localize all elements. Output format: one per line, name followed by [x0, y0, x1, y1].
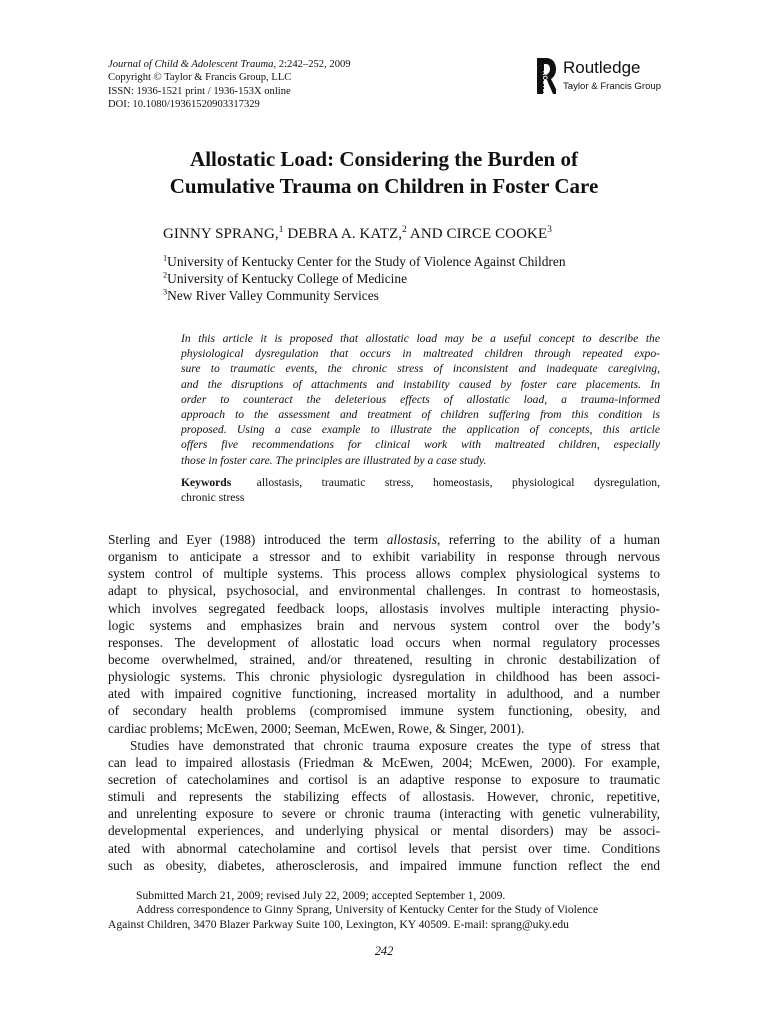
body-line: cardiac problems; McEwen, 2000; Seeman, McEwen, Rowe, & Singer, 2001). [108, 720, 525, 736]
title-line-2: Cumulative Trauma on Children in Foster Care [169, 174, 599, 198]
title-line-1: Allostatic Load: Considering the Burden of [190, 147, 578, 171]
abstract-line: proposed. Using a case example to illustrate the application of concepts, this article [181, 423, 660, 437]
abstract-line: approach to the assessment and treatment of children suffering from this condition is [181, 407, 660, 421]
article-title [108, 146, 660, 200]
journal-name: Journal of Child & Adolescent Trauma [108, 59, 274, 70]
copyright-line: Copyright © Taylor & Francis Group, LLC [108, 72, 292, 84]
body-line: which involves segregated feedback loops, allostasis involves multiple interacting physio- [108, 600, 660, 616]
author-list [163, 226, 552, 243]
publisher-name: Routledge [563, 58, 641, 77]
body-line: responses. The development of allostatic load occurs when normal regulatory processes [108, 634, 660, 650]
author-separator: AND [406, 226, 447, 242]
body-line: system control of multiple systems. This process allows complex physiological systems to [108, 566, 660, 582]
affiliation-text: University of Kentucky Center for the Study of Violence Against Children [167, 254, 566, 269]
abstract-line: sure to traumatic events, the chronic stress of inconsistent and inadequate caregiving, [181, 362, 660, 376]
affiliation [163, 253, 566, 270]
body-line: physiologic systems. This chronic physiologic dysregulation in childhood has been associ- [108, 669, 660, 685]
doi-line: DOI: 10.1080/19361520903317329 [108, 99, 260, 111]
publisher-group: Taylor & Francis Group [563, 81, 662, 92]
body-emphasis: allostasis [386, 532, 437, 547]
keywords-label: Keywords [181, 476, 232, 489]
keywords [181, 475, 660, 505]
page-number: 242 [374, 944, 394, 958]
abstract-line: In this article it is proposed that allostatic load may be a useful concept to describe the [181, 332, 660, 345]
body-line: ated with impaired cognitive functioning, increased mortality in adulthood, and a number [108, 686, 660, 702]
author-name: GINNY SPRANG, [163, 226, 279, 242]
keywords-line-1 [181, 475, 660, 490]
journal-citation [108, 58, 351, 71]
body-line: secretion of catecholamines and cortisol is an adaptive response to exposure to traumatic [108, 771, 660, 787]
affiliation-marker: 1 [163, 253, 168, 263]
body-line: of secondary health problems (compromised immune system functioning, obesity, and [108, 703, 660, 719]
body-line: logic systems and emphasizes brain and nervous system control over the body’s [108, 617, 660, 633]
body-line: stimuli and represents the stabilizing effects of allostasis. However, chronic, repetitive, [108, 789, 660, 805]
journal-volume: , 2:242–252, 2009 [273, 59, 351, 70]
publisher-logo [535, 56, 662, 111]
abstract-line: offers five recommendations for clinical work with maltreated children, especially [181, 438, 660, 452]
body-line: ated with abnormal catecholamine and cortisol levels that persist over time. Conditions [108, 840, 660, 856]
author-affil-marker: 3 [547, 225, 552, 235]
body-line: such as obesity, diabetes, atherosclerosis, and impaired immune function reflect the end [108, 857, 660, 873]
author-affil-marker: 1 [278, 225, 284, 235]
footnote-line: Address correspondence to Ginny Sprang, University of Kentucky Center for the Study of Violence [136, 903, 599, 917]
submission-footnote [108, 889, 660, 932]
body-line [108, 531, 660, 548]
body-line: developmental experiences, and underlying physical or mental disorders) may be associ- [108, 823, 660, 839]
abstract-line: and the disruptions of attachments and instability caused by foster care placements. In [181, 377, 660, 391]
footnote-address: Against Children, 3470 Blazer Parkway Suite 100, Lexington, KY 40509. E-mail: sprang@uky.edu [108, 917, 569, 931]
footnote-line [108, 918, 660, 932]
affiliation-marker: 2 [163, 270, 168, 280]
issn-line: ISSN: 1936-1521 print / 1936-153X online [108, 85, 291, 97]
body-line: adapt to physical, psychosocial, and environmental challenges. In contrast to homeostasis, [108, 583, 660, 599]
abstract-line: those in foster care. The principles are illustrated by a case study. [181, 453, 487, 467]
abstract-line: order to counteract the deleterious effects of allostatic load, a trauma-informed [181, 392, 660, 406]
affiliation-list [163, 253, 566, 304]
body-text [108, 531, 660, 874]
affiliation-marker: 3 [163, 287, 168, 297]
keywords-line-2: chronic stress [181, 491, 245, 505]
author-affil-marker: 2 [402, 225, 407, 235]
author-name: DEBRA A. KATZ, [287, 226, 403, 242]
affiliation [163, 287, 566, 304]
routledge-vertical-text: ROUTLEDGE [541, 71, 547, 111]
affiliation [163, 270, 566, 287]
keywords-text: allostasis, traumatic stress, homeostasis, physiological dysregulation, [256, 476, 661, 489]
body-line: Studies have demonstrated that chronic trauma exposure creates the type of stress that [130, 737, 660, 753]
footnote-line: Submitted March 21, 2009; revised July 22, 2009; accepted September 1, 2009. [136, 889, 506, 902]
body-line: and unrelenting exposure to severe or chronic trauma (interacting with genetic vulnerability, [108, 806, 660, 822]
affiliation-text: New River Valley Community Services [167, 288, 379, 303]
body-text-run: , referring to the ability of a human [437, 532, 660, 547]
body-line: organism to anticipate a stressor and to exhibit variability in response through nervous [108, 549, 660, 565]
affiliation-text: University of Kentucky College of Medicine [167, 271, 408, 286]
abstract [181, 331, 660, 468]
author-name: CIRCE COOKE [446, 226, 548, 242]
body-text-run: Sterling and Eyer (1988) introduced the term [108, 532, 387, 547]
body-line: can lead to impaired allostasis (Friedman & McEwen, 2004; McEwen, 2000). For example, [108, 754, 660, 770]
journal-meta [108, 58, 351, 112]
abstract-line: physiological dysregulation that occurs in maltreated children through repeated expo- [181, 347, 660, 361]
body-line: become overwhelmed, strained, and/or threatened, resulting in chronic destabilization of [108, 651, 660, 667]
